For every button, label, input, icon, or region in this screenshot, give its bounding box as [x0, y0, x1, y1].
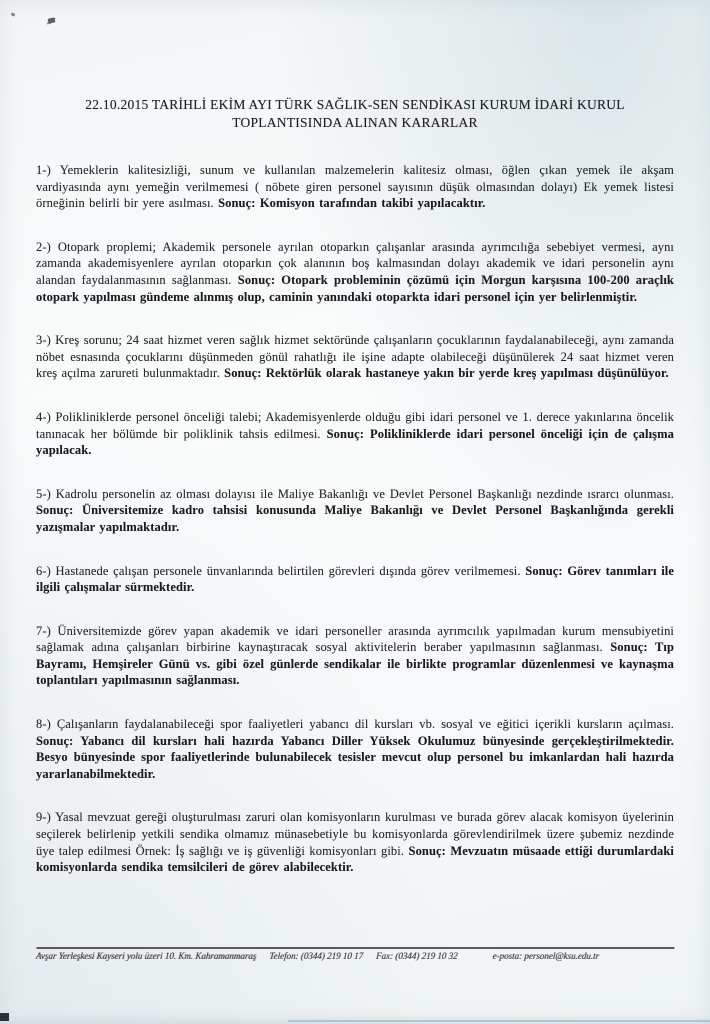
- footer-fax: Fax: (0344) 219 10 32: [375, 951, 458, 961]
- decision-body-text: 8-) Çalışanların faydalanabileceği spor faaliyetleri yabancı dil kursları vb. sosyal ve eğitici içerikli kursların açılması.: [36, 717, 674, 732]
- page-footer-contact-line: [35, 947, 674, 962]
- decision-result-text: Sonuç: Mevzuatın müsaade ettiği durumlardaki komisyonlarda sendika temsilcileri de görev alabilecektir.: [36, 843, 675, 875]
- decision-result-text: Sonuç: Polikliniklerde idari personel önceliği için de çalışma yapılacak.: [36, 426, 674, 458]
- scan-corner-mark: [0, 1013, 9, 1021]
- decision-body-text: 1-) Yemeklerin kalitesizliği, sunum ve kullanılan malzemelerin kalitesiz olması, öğlen çıkan yemek ile akşam vardiyasında aynı yemeğin verilmemesi ( nöbete giren personel sayısının düşük olmasından dolayı) Ek yemek listesi örneğinin belirli bir yere asılması.: [36, 163, 674, 211]
- decision-result-text: Sonuç: Yabancı dil kursları hali hazırda Yabancı Diller Yüksek Okulumuz bünyesinde gerçekleştirilmektedir. Besyo bünyesinde spor faaliyetlerinde bulunabilecek tesisler mevcut olup personel bu imkanlardan hali hazırda yararlanabilmektedir.: [36, 733, 674, 781]
- decision-item-5: [36, 486, 674, 536]
- decision-body-text: 4-) Polikliniklerde personel önceliği talebi; Akademisyenlerde olduğu gibi idari personel ve 1. derece yakınlarına öncelik tanınacak her bölümde bir poliklinik tahsis edilmesi.: [36, 409, 674, 441]
- scan-bottom-edge-line: [288, 1020, 710, 1022]
- decision-item-6: [36, 563, 674, 596]
- decision-body-text: 6-) Hastanede çalışan personele ünvanlarında belirtilen görevleri dışında görev verilmemesi.: [36, 563, 521, 578]
- document-title: [36, 96, 674, 131]
- decision-body-text: 5-) Kadrolu personelin az olması dolayısı ile Maliye Bakanlığı ve Devlet Personel Başkanlığı nezdinde ısrarcı olunması.: [36, 486, 674, 501]
- footer-address: Avşar Yerleşkesi Kayseri yolu üzeri 10. Km. Kahramanmaraş: [35, 951, 257, 961]
- decision-result-text: Sonuç: Üniversitemize kadro tahsisi konusunda Maliye Bakanlığı ve Devlet Personel Başkanlığında gerekli yazışmalar yapılmaktadır.: [36, 503, 674, 534]
- document-title-line-1: 22.10.2015 TARİHLİ EKİM AYI TÜRK SAĞLIK-SEN SENDİKASI KURUM İDARİ KURUL: [85, 97, 625, 112]
- decision-body-text: 3-) Kreş sorunu; 24 saat hizmet veren sağlık hizmet sektöründe çalışanların çocuklarının faydalanabileceği, aynı zamanda nöbet esnasında çocuklarını düşünmeden gönül rahatlığı ile işine adapte olabileceği düşünülerek 24 saat hizmet veren kreş açılma zarureti bulunmaktadır.: [36, 333, 674, 381]
- decision-item-1: [36, 162, 674, 212]
- footer-email: e-posta: personel@ksu.edu.tr: [492, 951, 600, 961]
- decision-result-text: Sonuç: Rektörlük olarak hastaneye yakın bir yerde kreş yapılması düşünülüyor.: [224, 366, 669, 381]
- decision-item-7: [36, 623, 674, 689]
- decision-body-text: 2-) Otopark proplemi; Akademik personele ayrılan otoparkın çalışanlar arasında ayrımcılığa sebebiyet vermesi, aynı zamanda akademisyenlere ayrılan otoparkın çok alanının boş kalmasından dolayı akademik ve idari personelin aynı alandan faydalanmasının sağlanması.: [36, 239, 674, 287]
- decision-result-text: Sonuç: Komisyon tarafından takibi yapılacaktır.: [218, 196, 486, 211]
- decision-result-text: Sonuç: Tıp Bayramı, Hemşireler Günü vs. gibi özel günlerde sendikalar ile birlikte programlar düzenlenmesi ve kaynaşma toplantıları yapılmasının sağlanması.: [36, 640, 675, 688]
- document-body: [36, 0, 674, 903]
- document-title-line-2: TOPLANTISINDA ALINAN KARARLAR: [232, 114, 478, 130]
- decision-item-8: [36, 716, 674, 782]
- decision-result-text: Sonuç: Görev tanımları ile ilgili çalışmalar sürmektedir.: [36, 563, 674, 595]
- decision-body-text: 7-) Üniversitemizde görev yapan akademik ve idari personeller arasında ayrımcılık yapılmadan kurum mensubiyetini sağlamak adına çalışanları birbirine kaynaştıracak sosyal aktivitelerin beraber yapılmasının sağlanması.: [36, 623, 674, 655]
- decision-item-4: [36, 409, 674, 459]
- decision-item-9: [36, 809, 674, 875]
- scan-speck-artifact: [11, 12, 16, 16]
- decision-item-2: [36, 239, 674, 305]
- decision-body-text: 9-) Yasal mevzuat gereği oluşturulması zaruri olan komisyonların kurulması ve burada görev alacak komisyon üyelerinin seçilerek belirlenip yetkili sendika olmamız münasebetiyle bu komisyonlarda görevlendirilmek üzere şubemiz nezdinde üye talep edilmesi Örnek: İş sağlığı ve iş güvenliği komisyonları gibi.: [36, 810, 674, 858]
- decision-result-text: Sonuç: Otopark probleminin çözümü için Morgun karşısına 100-200 araçlık otopark yapılması gündeme alınmış olup, caminin yanındaki otoparkta idari personel için yer belirlenmiştir.: [36, 272, 674, 304]
- footer-phone: Telefon: (0344) 219 10 17: [268, 951, 364, 961]
- decision-item-3: [36, 332, 674, 382]
